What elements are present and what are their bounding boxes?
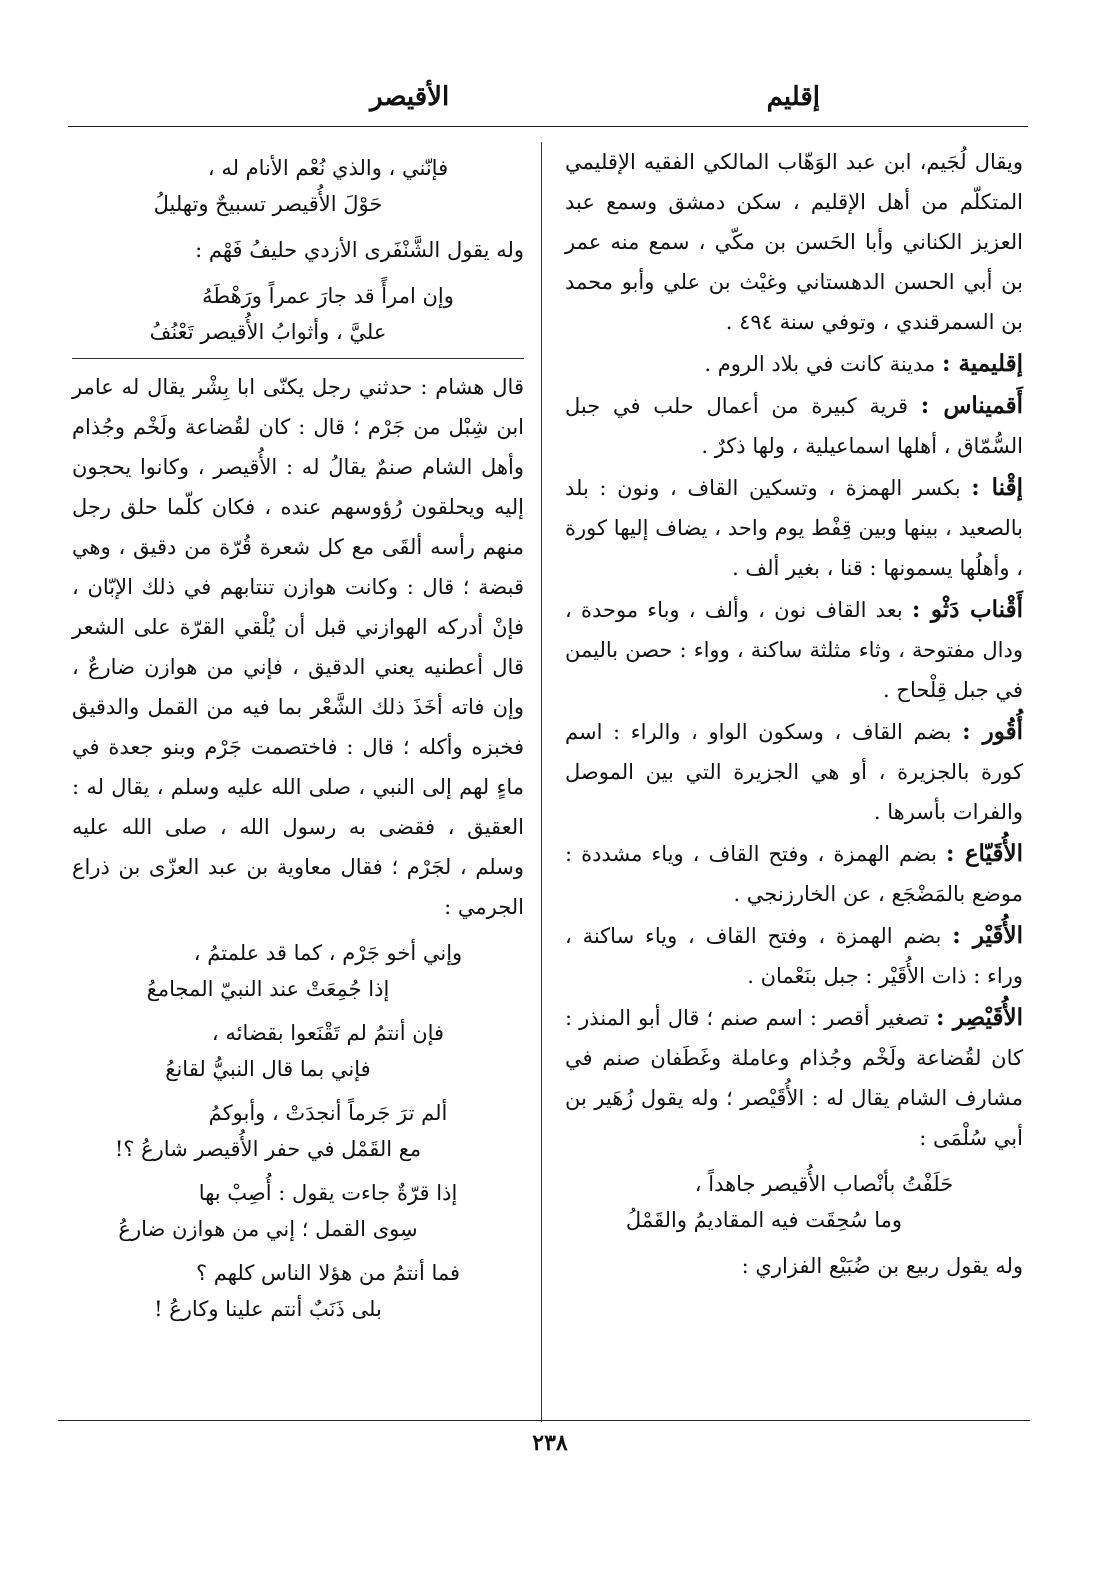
verse-hemistich: وإن امرأً قد جارَ عمراً ورَهْطَهُ [202,284,454,308]
right-column [565,142,1023,1288]
entry-text: بضم القاف ، وسكون الواو ، والراء : اسم كورة بالجزيرة ، أو هي الجزيرة التي بين الموصل والفرات بأسرها . [565,720,1023,824]
verse-zuhayr [565,1166,1023,1238]
outro-line: وله يقول ربيع بن ضُبَيْع الفزاري : [741,1254,1023,1278]
running-header [70,82,1030,126]
entry-text: مدينة كانت في بلاد الروم . [704,352,936,376]
verse-hemistich: عليَّ ، وأثوابُ الأُقيصر تَعْنُفُ [149,320,387,344]
verse-hemistich: فما أنتمُ من هؤلا الناس كلهم ؟ [195,1261,461,1285]
verse-hemistich: فإن أنتمُ لم تَقْنَعوا بقضائه ، [211,1021,445,1045]
entry-text: بضم الهمزة ، وفتح القاف ، وياء ساكنة ، وراء : ذات الأُقَيْر : جبل بنَعْمان . [565,924,1023,988]
verse-hemistich: حَوْلَ الأُقيصر تسبيحٌ وتهليلُ [153,192,383,216]
verse-hemistich: سِوى القمل ؛ إني من هوازن ضارعُ [118,1217,418,1241]
verse-muawiya-3 [72,1095,524,1167]
verse-hemistich: وما سُحِقَت فيه المقاديمُ والقَمْلُ [625,1208,903,1232]
verse-hemistich: فإني بما قال النبيُّ لقانعُ [165,1057,371,1081]
entry-text: قرية كبيرة من أعمال حلب في جبل السُّمّاق ، أهلها اسماعيلية ، ولها ذكرٌ . [565,394,1023,458]
column-divider [541,142,542,1422]
entry-text: تصغير أقصر : اسم صنم ؛ قال أبو المنذر : كان لقُضاعة ولَخْم وجُذام وعاملة وغَطَفان صنم في مشارف الشام يقال له : الأُقَيْصر ؛ وله يقول زُهَير بن أبي سُلْمَى : [565,1006,1023,1150]
header-right-title: إقليم [766,82,820,112]
entry-lemma: أُقُور : [962,718,1023,745]
header-left-title: الأقيصر [370,82,450,112]
verse-muawiya-2 [72,1015,524,1087]
verse-hemistich: فإنّني ، والذي نُعْم الأنام له ، [207,156,449,180]
verse-muawiya-4 [72,1175,524,1247]
entry-lemma: أَقْناب دَثْو : [911,596,1023,623]
verse-hemistich: وإني أخو جَرْم ، كما قد علمتمُ ، [193,941,463,965]
verse-muawiya-5 [72,1255,524,1327]
entry-iqna [565,468,1023,588]
entry-text: بعد القاف نون ، وألف ، وباء موحدة ، ودال مفتوحة ، وثاء مثلثة ساكنة ، وواء : حصن باليمن في جبل قِلْحاح . [565,598,1023,702]
entry-aqnab-dathw [565,590,1023,710]
page-number: ٢٣٨ [532,1430,568,1456]
entry-text: بكسر الهمزة ، وتسكين القاف ، ونون : بلد بالصعيد ، بينها وبين قِفْط يوم واحد ، يضاف إليها كورة ، وأهلُها يسمونها : قنا ، بغير ألف . [565,476,1023,580]
header-rule [68,126,1028,127]
section-rule [72,358,524,359]
shanfara-intro: وله يقول الشَّنْفَرى الأزدي حليفُ فَهْم : [195,238,524,262]
entry-lemma: أَقميناس : [920,392,1023,419]
verse-muawiya-1 [72,935,524,1007]
verse-hemistich: حَلَفْتُ بأنْصاب الأُقيصر جاهداً ، [694,1172,954,1196]
verse-hemistich: ألم ترَ جَرماً أنجدَتْ ، وأبوكمُ [208,1101,448,1125]
entry-lemma: الأُقَيْصِر : [936,1004,1023,1031]
entry-al-uqaysir [565,998,1023,1158]
entry-lemma: إقليمية : [941,350,1023,377]
verse-hemistich: بلى ذَنَبٌ أنتم علينا وكارعُ ! [154,1297,382,1321]
verse-hemistich: مع القَمْل في حفر الأُقيصر شارعُ ؟! [114,1137,422,1161]
verse-hemistich: إذا قرّةٌ جاءت يقول : أُصِبْ بها [198,1181,458,1205]
hisham-narrative: قال هشام : حدثني رجل يكنّى ابا بِشْر يقال له عامر ابن شِبْل من جَرْم ؛ قال : كان لقُضاعة ولَخْم وجُذام وأهل الشام صنمٌ يقالُ له : الأُقيصر ، وكانوا يحجون إليه ويحلقون رُؤوسهم عنده ، فكان كلّما حلق رجل منهم رأسه ألقَى مع كل شعرة قُرّة من دقيق ، وهي قبضة ؛ قال : وكانت هوازن تنتابهم في ذلك الإبّان ، فإنْ أدركه الهوازني قبل أن يُلْقي القرّة على الشعر قال أعطنيه يعني الدقيق ، فإني من هوازن ضارعٌ ، وإن فاته أخَذَ ذلك الشَّعْر بما فيه من القمل والدقيق فخبزه وأكله ؛ قال : فاختصمت جَرْم وبنو جعدة في ماءٍ لهم إلى النبي ، صلى الله عليه وسلم ، يقال له : العقيق ، فقضى به رسول الله ، صلى الله عليه وسلم ، لجَرْم ؛ فقال معاوية بن عبد العزّى بن ذراع الجرمي : [72,375,524,919]
left-column [72,142,524,1335]
entry-aqur [565,712,1023,832]
entry-al-uqayya [565,834,1023,914]
entry-lemma: الأُقَيْر : [952,922,1023,949]
entry-iqlimiya [565,344,1023,384]
intro-paragraph: ويقال لُجَيم، ابن عبد الوَهّاب المالكي الفقيه الإقليمي المتكلّم من أهل الإقليم ، سكن دمشق وسمع عبد العزيز الكناني وأبا الحَسن بن مكّي ، سمع منه عمر بن أبي الحسن الدهستاني وغيْث بن علي وأبو محمد بن السمرقندي ، وتوفي سنة ٤٩٤ . [565,150,1023,334]
verse-rabi [72,150,524,222]
footer-rule [58,1420,1030,1421]
verse-hemistich: إذا جُمِعَتْ عند النبيّ المجامعُ [146,977,390,1001]
entry-text: بضم الهمزة ، وفتح القاف ، وياء مشددة : موضع بالمَضْجَع ، عن الخارزنجي . [565,842,1023,906]
entry-lemma: إقْنا : [971,474,1023,501]
entry-lemma: الأُقَيّاع : [946,840,1023,867]
entry-aqminas [565,386,1023,466]
entry-al-uqayr [565,916,1023,996]
verse-shanfara [72,278,524,350]
